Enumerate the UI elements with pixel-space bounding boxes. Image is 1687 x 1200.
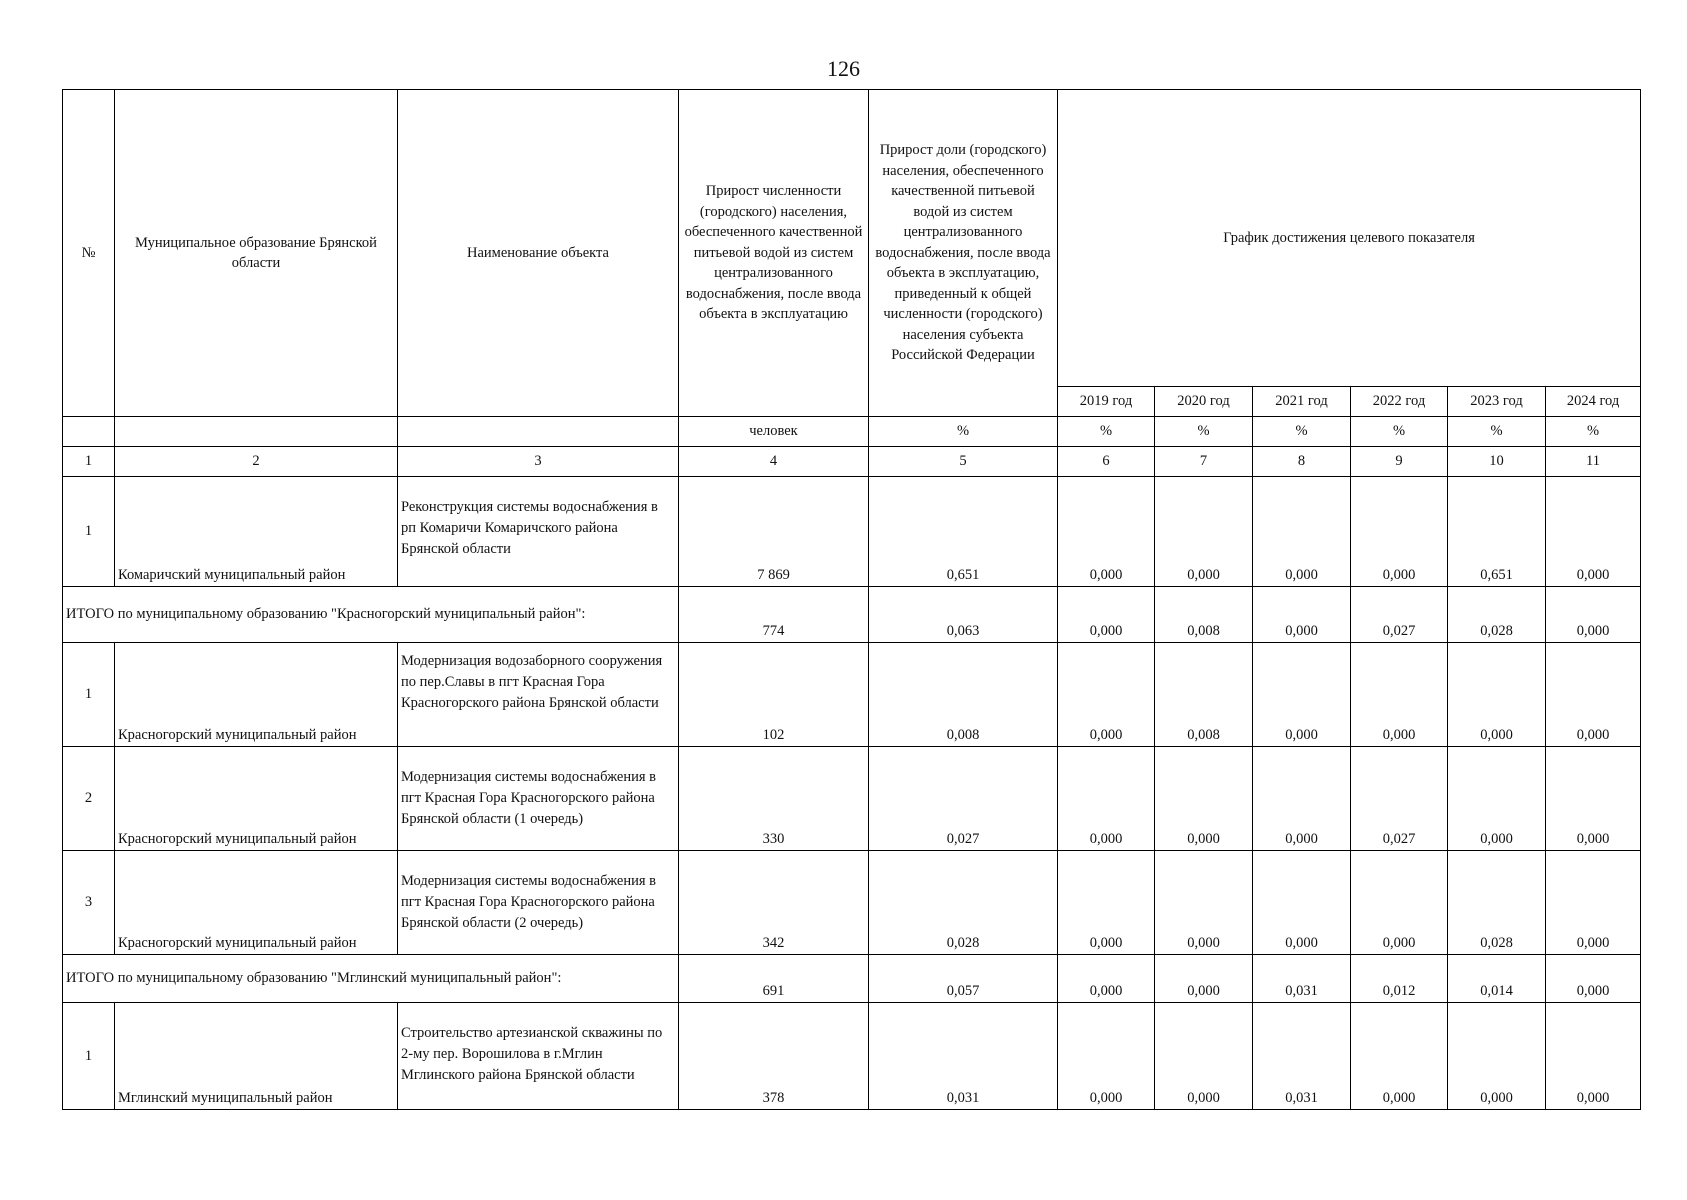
header-year: 2020 год <box>1155 387 1253 417</box>
year-value: 0,028 <box>1448 587 1546 643</box>
people-cell: 342 <box>679 851 869 955</box>
header-row <box>63 90 1641 387</box>
people-cell: 102 <box>679 643 869 747</box>
units-row <box>63 417 1641 447</box>
unit-cell: % <box>1253 417 1351 447</box>
unit-cell: % <box>1155 417 1253 447</box>
year-value: 0,008 <box>1155 587 1253 643</box>
year-value: 0,000 <box>1351 1003 1448 1110</box>
year-value: 0,000 <box>1155 747 1253 851</box>
municipality-cell: Мглинский муниципальный район <box>115 1003 398 1110</box>
year-value: 0,000 <box>1351 851 1448 955</box>
year-value: 0,028 <box>1448 851 1546 955</box>
object-cell: Строительство артезианской скважины по 2-му пер. Ворошилова в г.Мглин Мглинского района Брянской области <box>398 1003 679 1110</box>
year-value: 0,000 <box>1058 747 1155 851</box>
unit-cell: % <box>1546 417 1641 447</box>
share-cell: 0,651 <box>869 477 1058 587</box>
share-cell: 0,008 <box>869 643 1058 747</box>
share-cell: 0,028 <box>869 851 1058 955</box>
column-number: 1 <box>63 447 115 477</box>
water-supply-table <box>62 89 1641 1110</box>
year-value: 0,000 <box>1546 955 1641 1003</box>
year-value: 0,000 <box>1155 955 1253 1003</box>
people-cell: 378 <box>679 1003 869 1110</box>
year-value: 0,014 <box>1448 955 1546 1003</box>
row-number: 2 <box>63 747 115 851</box>
table-row <box>63 1003 1641 1110</box>
column-number: 10 <box>1448 447 1546 477</box>
row-number: 1 <box>63 477 115 587</box>
unit-cell: % <box>1351 417 1448 447</box>
header-year: 2024 год <box>1546 387 1641 417</box>
year-value: 0,000 <box>1546 643 1641 747</box>
year-value: 0,000 <box>1155 851 1253 955</box>
header-population-increase: Прирост численности (городского) населения, обеспеченного качественной питьевой водой из систем централизованного водоснабжения, после ввода объекта в эксплуатацию <box>679 90 869 417</box>
municipality-cell: Комаричский муниципальный район <box>115 477 398 587</box>
year-value: 0,000 <box>1253 477 1351 587</box>
column-number: 6 <box>1058 447 1155 477</box>
people-cell: 7 869 <box>679 477 869 587</box>
year-value: 0,000 <box>1448 747 1546 851</box>
unit-cell: % <box>869 417 1058 447</box>
units-empty <box>398 417 679 447</box>
row-number: 1 <box>63 643 115 747</box>
municipality-cell: Красногорский муниципальный район <box>115 643 398 747</box>
year-value: 0,000 <box>1058 851 1155 955</box>
year-value: 0,000 <box>1448 1003 1546 1110</box>
year-value: 0,000 <box>1253 643 1351 747</box>
table-row <box>63 643 1641 747</box>
year-value: 0,000 <box>1058 477 1155 587</box>
share-cell: 0,031 <box>869 1003 1058 1110</box>
column-number: 8 <box>1253 447 1351 477</box>
column-numbers-row <box>63 447 1641 477</box>
table-row <box>63 747 1641 851</box>
header-year: 2022 год <box>1351 387 1448 417</box>
object-cell: Модернизация системы водоснабжения в пгт Красная Гора Красногорского района Брянской области (1 очередь) <box>398 747 679 851</box>
header-year: 2021 год <box>1253 387 1351 417</box>
column-number: 4 <box>679 447 869 477</box>
year-value: 0,000 <box>1253 587 1351 643</box>
year-value: 0,000 <box>1546 477 1641 587</box>
year-value: 0,000 <box>1058 1003 1155 1110</box>
object-cell: Реконструкция системы водоснабжения в рп Комаричи Комаричского района Брянской области <box>398 477 679 587</box>
header-schedule: График достижения целевого показателя <box>1058 90 1641 387</box>
people-cell: 691 <box>679 955 869 1003</box>
column-number: 2 <box>115 447 398 477</box>
total-row <box>63 587 1641 643</box>
year-value: 0,031 <box>1253 955 1351 1003</box>
unit-cell: % <box>1058 417 1155 447</box>
header-share-increase: Прирост доли (городского) населения, обеспеченного качественной питьевой водой из систем централизованного водоснабжения, после ввода объекта в эксплуатацию, приведенный к общей численности (городского) населения субъекта Российской Федерации <box>869 90 1058 417</box>
year-value: 0,000 <box>1058 955 1155 1003</box>
municipality-cell: Красногорский муниципальный район <box>115 851 398 955</box>
table-row <box>63 851 1641 955</box>
object-cell: Модернизация системы водоснабжения в пгт Красная Гора Красногорского района Брянской области (2 очередь) <box>398 851 679 955</box>
row-number: 1 <box>63 1003 115 1110</box>
row-number: 3 <box>63 851 115 955</box>
header-object: Наименование объекта <box>398 90 679 417</box>
column-number: 5 <box>869 447 1058 477</box>
share-cell: 0,057 <box>869 955 1058 1003</box>
unit-cell: человек <box>679 417 869 447</box>
year-value: 0,000 <box>1546 587 1641 643</box>
column-number: 9 <box>1351 447 1448 477</box>
object-cell: Модернизация водозаборного сооружения по пер.Славы в пгт Красная Гора Красногорского района Брянской области <box>398 643 679 747</box>
units-empty <box>63 417 115 447</box>
year-value: 0,000 <box>1155 477 1253 587</box>
year-value: 0,000 <box>1058 587 1155 643</box>
header-year: 2023 год <box>1448 387 1546 417</box>
year-value: 0,012 <box>1351 955 1448 1003</box>
page-number: 126 <box>827 56 860 81</box>
header-no: № <box>63 90 115 417</box>
year-value: 0,000 <box>1546 747 1641 851</box>
share-cell: 0,063 <box>869 587 1058 643</box>
unit-cell: % <box>1448 417 1546 447</box>
column-number: 3 <box>398 447 679 477</box>
column-number: 7 <box>1155 447 1253 477</box>
year-value: 0,000 <box>1253 747 1351 851</box>
total-label: ИТОГО по муниципальному образованию "Мглинский муниципальный район": <box>63 955 679 1003</box>
total-label: ИТОГО по муниципальному образованию "Красногорский муниципальный район": <box>63 587 679 643</box>
people-cell: 330 <box>679 747 869 851</box>
units-empty <box>115 417 398 447</box>
year-value: 0,000 <box>1351 477 1448 587</box>
year-value: 0,000 <box>1448 643 1546 747</box>
year-value: 0,027 <box>1351 747 1448 851</box>
table-row <box>63 477 1641 587</box>
year-value: 0,000 <box>1155 1003 1253 1110</box>
year-value: 0,027 <box>1351 587 1448 643</box>
year-value: 0,008 <box>1155 643 1253 747</box>
header-municipality: Муниципальное образование Брянской области <box>115 90 398 417</box>
year-value: 0,000 <box>1253 851 1351 955</box>
municipality-cell: Красногорский муниципальный район <box>115 747 398 851</box>
year-value: 0,000 <box>1546 851 1641 955</box>
year-value: 0,651 <box>1448 477 1546 587</box>
column-number: 11 <box>1546 447 1641 477</box>
total-row <box>63 955 1641 1003</box>
year-value: 0,000 <box>1351 643 1448 747</box>
year-value: 0,000 <box>1058 643 1155 747</box>
year-value: 0,000 <box>1546 1003 1641 1110</box>
header-year: 2019 год <box>1058 387 1155 417</box>
year-value: 0,031 <box>1253 1003 1351 1110</box>
share-cell: 0,027 <box>869 747 1058 851</box>
people-cell: 774 <box>679 587 869 643</box>
